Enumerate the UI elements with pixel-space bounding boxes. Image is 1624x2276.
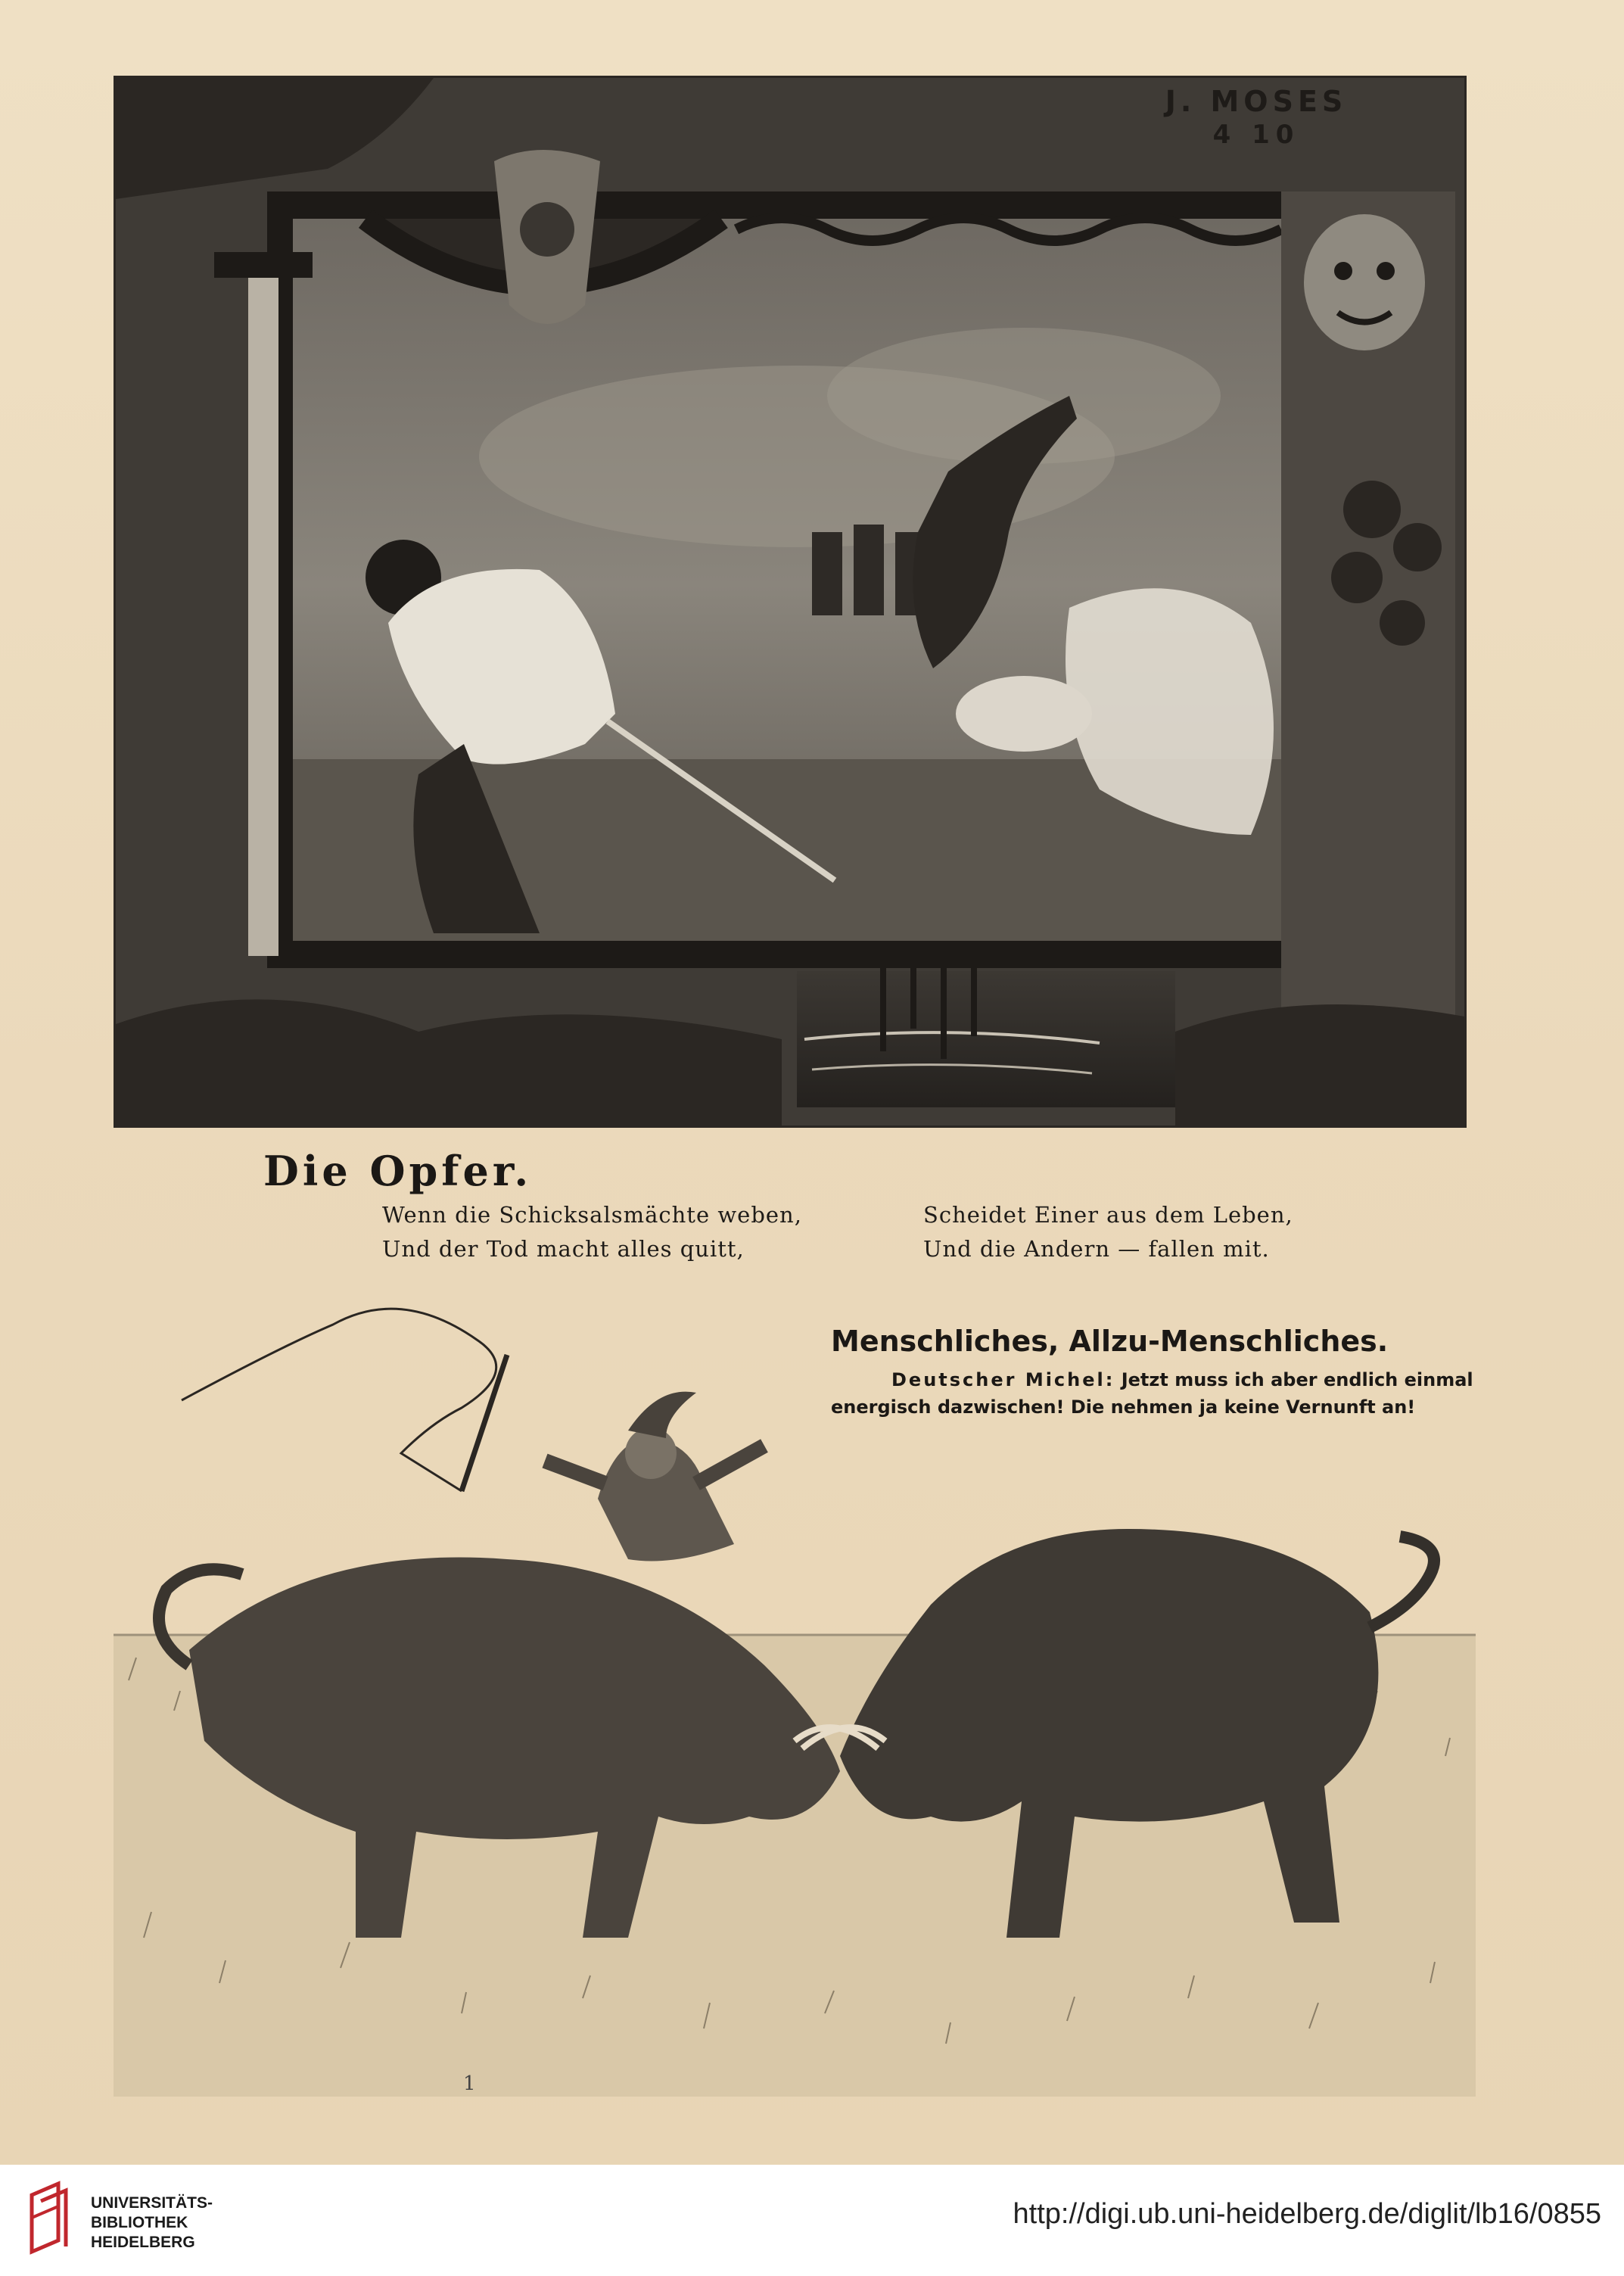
poem-title: Die Opfer. bbox=[263, 1147, 533, 1195]
artist-signature bbox=[1158, 85, 1355, 151]
library-name-line: UNIVERSITÄTS- bbox=[91, 2194, 213, 2212]
top-illustration bbox=[114, 76, 1467, 1128]
pencil-mark: 1 bbox=[463, 2072, 476, 2095]
top-illustration-drawing bbox=[116, 78, 1464, 1126]
cartoon-quote: Jetzt muss ich aber endlich einmal energisch dazwischen! Die nehmen ja keine Vernunft an! bbox=[831, 1369, 1473, 1418]
cartoon-caption bbox=[831, 1366, 1504, 1421]
poem-line: Und die Andern — fallen mit. bbox=[923, 1236, 1270, 1262]
poem-line: Scheidet Einer aus dem Leben, bbox=[923, 1202, 1293, 1228]
library-logo-icon bbox=[24, 2180, 77, 2256]
poem-line: Und der Tod macht alles quitt, bbox=[382, 1236, 745, 1262]
footer-bar bbox=[0, 2165, 1624, 2276]
library-name-line: BIBLIOTHEK bbox=[91, 2214, 188, 2231]
signature-name: J. MOSES bbox=[1165, 85, 1348, 118]
signature-date: 4 10 bbox=[1212, 120, 1300, 150]
library-name-line: HEIDELBERG bbox=[91, 2234, 195, 2251]
poem-line: Wenn die Schicksalsmächte weben, bbox=[382, 1202, 802, 1228]
library-name bbox=[91, 2193, 213, 2253]
source-url[interactable]: http://digi.ub.uni-heidelberg.de/diglit/lb16/0855 bbox=[1013, 2198, 1601, 2230]
cartoon-title: Menschliches, Allzu-Menschliches. bbox=[831, 1325, 1389, 1358]
cartoon-speaker: Deutscher Michel: bbox=[891, 1369, 1115, 1390]
